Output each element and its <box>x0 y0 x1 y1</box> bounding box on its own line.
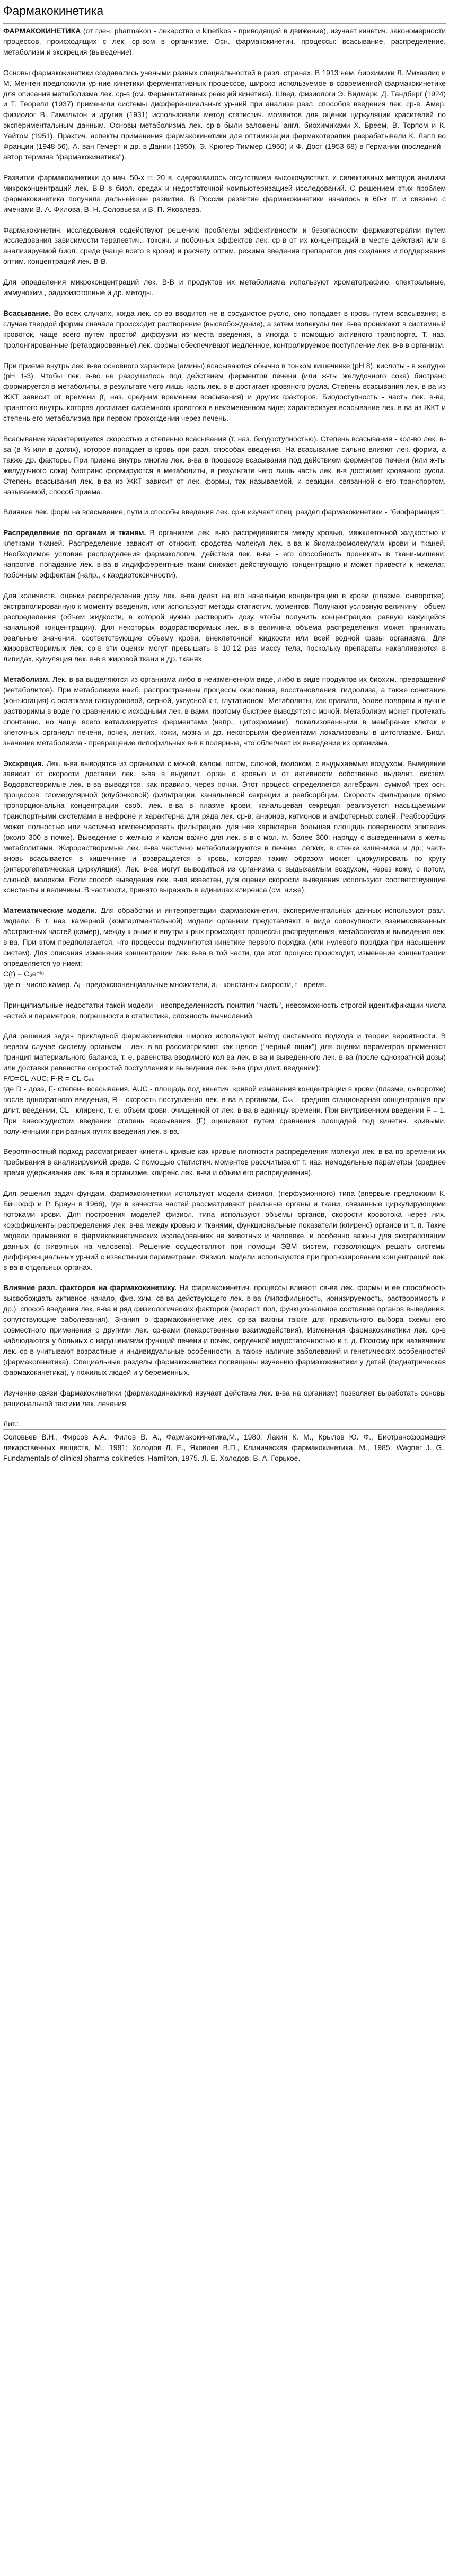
model-drawbacks-paragraph: Принципиальные недостатки такой модели - неопределенность понятия "часть", невозможность строгой идентификации числа частей и параметров, погрешности в статистике, сложность вычислений. <box>3 1000 446 1020</box>
system-approach-paragraph: Для решения задач прикладной фармакокинетики широко используют метод системного подхода и теории вероятности. В первом случае систему организм - лек. в-во рассматривают как целое ("черный ящик") для оценки параметров применяют принцип материального баланса, т. е. равенства вводимого кол-ва лек. в-ва и выведенного лек. в-ва (после однократной дозы) или доставки равенства скоростей поступления и выведения лек. в-ва (при длит. введении): <box>3 1032 446 1072</box>
literature-divider <box>3 1429 446 1430</box>
metabolism-heading: Метаболизм. <box>3 675 50 684</box>
excretion-paragraph <box>3 759 446 896</box>
excretion-heading: Экскреция. <box>3 759 44 768</box>
history-paragraph: Основы фармакокинетики создавались учеными разных специальностей в разл. странах. В 1913 нем. биохимики Л. Михаэлис и М. Ментен предложили ур-ние кинетики ферментативных процессов, широко используемое в современной фармакокинетике для описания метаболизма лек. ср-в (см. Ферментативных реакций кинетика). Швед. физиологи Э. Видмарк, Д. Тандберг (1924) и Т. Теорелл (1937) применили системы дифференциальных ур-ний при анализе разл. способов введения лек. ср-в. Амер. физиолог В. Гамильтон и другие (1931) использовали метод статистич. моментов для оценки циркуляции красителей по экспериментальным данным. Основы метаболизма лек. ср-в были заложены англ. биохимиками Х. Бреем, В. Торпом и К. Уайтом (1951). Практич. аспекты применения фармакокинетики для оптимизации фармакотерапии разрабатывали К. Лапп во Франции (1948-56), А. ван Гемерт и др. в Дании (1950), Э. Крюгер-Тиммер (1960) и Ф. Дост (1953-68) в Германии (последний - автор термина "фармакокинетика"). <box>3 68 446 161</box>
absorption-text: Во всех случаях, когда лек. ср-во вводится не в сосудистое русло, оно попадает в кровь путем всасывания; в случае твердой формы сначала происходит растворение (высвобождение), а затем молекулы лек. в-ва проникают в системный кровоток, чаще всего путем простой диффузии из места введения, а иногда с помощью активного транспорта. Т. наз. пролонгированные (ретардированные) лек. формы обеспечивают медленное, контролируемое поступление лек. в-в в организм. <box>3 308 446 349</box>
math-models-heading: Математические модели. <box>3 906 97 915</box>
probabilistic-approach-paragraph: Вероятностный подход рассматривает кинетич. кривые как кривые плотности распределения молекул лек. в-ва по времени их пребывания в анализируемой среде. С помощью статистич. моментов рассчитывают т. наз. немодельные параметры (среднее время удерживания лек. в-ва в организме, клиренс лек. в-ва и объем его распределения). <box>3 1147 446 1177</box>
absorption-oral-paragraph: При приеме внутрь лек. в-ва основного характера (амины) всасываются обычно в тонком кишечнике (рН 8), кислоты - в желудке (рН 1-3). Чтобы лек. в-во не разрушилось под действием ферментов печени (или ж-ты желудочного сока) биотранс формируется в метаболиты, в результате чего лишь часть лек. в-в достигает кровяного русла. Степень всасывания лек. в-ва из ЖКТ зависит от времени (t, наз. средним временем всасывания) и других факторов. Биодоступность - часть лек. в-ва, принятого внутрь, которая достигает системного кровотока в неизмененном виде; характеризует всасывание лек. в-ва из ЖКТ и степень его метаболизма при первом прохождении через печень. <box>3 361 446 423</box>
equation-legend: где n - число камер, Aᵢ - предэкспоненциальные множители, aᵢ - константы скорости, t - время. <box>3 980 327 989</box>
compartment-equation: C(t) = C₀e⁻ᵏᵗ <box>3 969 45 978</box>
page-title: Фармакокинетика <box>3 4 104 17</box>
distribution-text: В организме лек. в-во распределяется между кровью, межклеточной жидкостью и клетками тканей. Распределение зависит от относит. сродства молекул лек. в-ва к биомакромолекулам крови и тканей. Необходимое условие распределения фармакологич. действия лек. в-ва - его способность проникать в ткани-мишени; напротив, попадание лек. в-ва в индифферентные ткани снижает действующую концентрацию и может привести к нежелат. побочным эффектам (напр., к кардиотоксичности). <box>3 528 446 579</box>
physiological-models-paragraph: Для решения задач фундам. фармакокинетики используют модели физиол. (перфузионного) типа (впервые предложили К. Бишофф и Р. Браун в 1966), где в качестве частей рассматривают реальные органы и ткани, связанные циркулирующими потоками крови. Для построения моделей физиол. типа используют объемы органов, скорости кровотока через них, коэффициенты распределения лек. в-ва между кровью и тканями, функциональные показатели (клиренс) органов и т. п. Такие модели применяют в фармакокинетических исследованиях на животных и человеке, и особенно важны для экстраполяции данных (с животных на человека). Решение осуществляют при помощи ЭВМ систем, позволяющих решать системы дифференциальных ур-ний с известными параметрами. Физиол. модели используются при прогнозировании концентраций лек. в-ва в отдельных органах. <box>3 1189 446 1272</box>
metabolism-text: Лек. в-ва выделяются из организма либо в неизмененном виде, либо в виде продуктов их биохим. превращений (метаболитов). При метаболизме наиб. распространены процессы окисления, восстановления, гидролиза, а также сочетание (конъюгация) с остатками глюкуроновой, серной, уксусной к-т, глутатионом. Метаболиты, как правило, более полярны и лучше растворимы в воде по сравнению с исходными лек. в-вами, поэтому быстрее выводятся с мочой. Метаболизм может протекать спонтанно, но чаще всего катализируется ферментами (напр., цитохромами), локализованными в мембранах клеток и клеточных органелл печени, почек, легких, кожи, мозга и др. некоторыми ферментами локализованы в цитоплазме. Биол. значение метаболизма - превращение липофильных в-в в полярные, что облегчает их выведение из организма. <box>3 675 446 747</box>
methods-paragraph: Для определения микроконцентраций лек. В-В и продуктов их метаболизма используют хроматографию, спектральные, иммунохим., радиоизотопные и др. методы. <box>3 278 446 297</box>
article-term: ФАРМАКОКИНЕТИКА <box>3 26 81 35</box>
biopharmacy-paragraph: Влияние лек. форм на всасывание, пути и способы введения лек. ср-в изучает спец. раздел фармакокинетики - "биофармация". <box>3 508 445 517</box>
excretion-text: Лек. в-ва выводятся из организма с мочой, калом, потом, слюной, молоком, с выдыхаемым воздухом. Выведение зависит от скорости доставки лек. в-ва в выделит. орган с кровью и от активности собственно выделит. систем. Водорастворимые лек. в-ва выводятся, как правило, через почки. Этот процесс определяется алгебраич. суммой трех осн. процессов: гломерулярной (клубочковой) фильтрации, канальцевой секреции и реабсорбции. Скорость фильтрации прямо пропорциональна концентрации своб. лек. в-ва в плазме крови; канальцевая секреция реализуется насыщаемыми транспортными системами в нефроне и характерна для ряда лек. ср-в; анионов, катионов и амфотерных солей. Реабсорбция может полностью или частично компенсировать фильтрацию, для нее характерна большая площадь поверхности эпителия (около 300 в почке). Выведение с желчью и калом важно для лек. в-в с мол. м. более 300; наряду с выведенными в желчь метаболитами. Жирорастворимые лек. в-ва частично метаболизируются в печени, лёгких, в стенке кишечника и др.; часть вновь всасывается в кишечнике и возвращается в кровь, которая таким образом может циркулировать по кругу (энтерогепатическая циркуляция). Лек. в-ва могут выводиться из организма с выдыхаемым воздухом, через кожу, с потом, слюной, молоком. Если способ выведения лек. в-ва известен, для оценки скорости выведения используют соответствующие константы и величины. В частности, принято выражать в единицах клиренса (см. ниже). <box>3 759 446 894</box>
mass-balance-equation: F/D=CL·AUC; F·R = CL·Cₛₛ <box>3 1074 94 1083</box>
literature-references: Соловьев В.Н., Фирсов А.А., Филов В. А., Фармакокинетика,М., 1980; Лакин К. М., Крылов Ю. Ф., Биотрансформация лекарственных веществ, М., 1981; Холодов Л. Е., Яковлев В.П., Клиническая фармакокинетика, М., 1985; Wagner J. G., Fundamentals of clinical pharma-cokinetics, Hamilton, 1975. Л. Е. Холодов, В. А. Горькое. <box>3 1433 446 1463</box>
distribution-volume-paragraph: Для количеств. оценки распределения дозу лек. в-ва делят на его начальную концентрацию в крови (плазме, сыворотке), экстраполированную к моменту введения, или используют методы статистич. моментов. Получают условную величину - объем распределения (объем жидкости, в которой нужно растворить дозу, чтобы получить концентрацию, равную кажущейся начальной концентрации). Для некоторых водорастворимых лек. в-в величина объема распределения может принимать реальные значения, соответствующие объему крови, внеклеточной жидкости или всей водной фазы организма. Для жирорастворимых лек. ср-в эти оценки могут превышать в 10-12 раз массу тела, поскольку препараты накапливаются в липидах, кумуляция лек. в-в в жировой ткани и др. тканях. <box>3 591 446 663</box>
absorption-rate-paragraph: Всасывание характеризуется скоростью и степенью всасывания (т. наз. биодоступностью). Степень всасывания - кол-во лек. в-ва (в % или в долях), которое попадает в кровь при разл. способах введения. На всасывание сильно влияют лек. форма, а также др. факторы. При приеме внутрь многие лек. в-ва в процессе всасывания под действием ферментов печени (или ж-ты желудочного сока) биотранс формируются в метаболиты, в результате чего лишь часть лек. в-в достигает кровяного русла. Степень всасывания лек. в-ва из ЖКТ зависит от лек. формы, так называемой, и реакции, связанной с его транспортом, называемой, способ приема. <box>3 434 446 496</box>
development-paragraph: Развитие фармакокинетики до нач. 50-х гг. 20 в. сдерживалось отсутствием высокочувствит. и селективных методов анализа микроконцентраций лек. В-В в биол. средах и недостаточной компьютеризацией исследований. С решением этих проблем фармакокинетика получила дальнейшее развитие. В России развитие фармакокинетики началось в 60-х гг. и связано с именами В. А. Филова, В. Н. Соловьева и В. П. Яковлева. <box>3 173 446 214</box>
factors-paragraph <box>3 1283 446 1378</box>
title-divider <box>3 23 446 24</box>
math-models-paragraph <box>3 905 446 969</box>
intro-paragraph <box>3 26 446 58</box>
intro-text: (от греч. pharmakon - лекарство и kinetikos - приводящий в движение), изучает кинетич. закономерности процессов, происходящих с лек. ср-вом в организме. Осн. фармакокинетич. процессы: всасывание, распределение, метаболизм и экскреция (выведение). <box>3 26 446 56</box>
equation-variables-paragraph: где D - доза, F- степень всасывания, AUC - площадь под кинетич. кривой изменения концентрации в крови (плазме, сыворотке) после однократного введения, R - скорость поступления лек. в-ва в организм, Cₛₛ - средняя стационарная концентрация при длит. введении, CL - клиренс, т. е. объем крови, очищенной от лек. в-ва в единицу времени. При внутривенном введении F = 1. При внесосудистом введении степень всасывания (F) оценивают путем сравнения площадей под кинетич. кривыми, полученными при разных путях введения лек. в-ва. <box>3 1084 446 1135</box>
metabolism-paragraph <box>3 674 446 748</box>
absorption-paragraph <box>3 308 446 351</box>
absorption-heading: Всасывание. <box>3 308 51 317</box>
distribution-heading: Распределение по органам и тканям. <box>3 528 146 537</box>
math-models-text: Для обработки и интерпретации фармакокинетич. экспериментальных данных используют разл. модели. В т. наз. камерной (компартментальной) модели организм представляют в виде совокупности взаимосвязанных абстрактных частей (камер), между к-рыми и внутри к-рых происходят процессы распределения, метаболизма и выведения лек. в-ва. При этом предполагается, что процессы подчиняются кинетике первого порядка (или нулевого порядка при насыщении систем). Для описания изменения концентрации лек. в-ва в той части, где этот процесс происходит, изменение концентрации определяется ур-нием: <box>3 906 446 967</box>
conclusion-paragraph: Изучение связи фармакокинетики (фармакодинамики) изучает действие лек. в-ва на организм) позволяет выработать основы рациональной тактики лек. лечения. <box>3 1388 446 1408</box>
factors-heading: Влияние разл. факторов на фармакокинетику. <box>3 1283 177 1292</box>
research-goals-paragraph: Фармакокинетич. исследования содействуют решению проблемы эффективности и безопасности фармакотерапии путем исследования зависимости терапевтич., токсич. и побочных эффектов лек. ср-в от их концентраций в месте действия или в анализируемой биол. среде (чаще всего в крови) и расчету оптим. режима введения препаратов для создания и поддержания оптим. концентраций лек. В-В. <box>3 225 446 266</box>
factors-text: На фармакокинетич. процессы влияют: св-ва лек. формы и ее способность высвобождать активное начало, физ.-хим. св-ва действующего лек. в-ва (липофильность, ионизируемость, растворимость и др.), способ введения лек. в-ва и ряд физиологических факторов (возраст, пол, функциональное состояние органов выведения, сопутствующие заболевания). Знания о фармакокинетике лек. ср-ва важны также для правильного выбора схемы его совместного применения с другими лек. ср-вами (лекарственные взаимодействия). Изменения фармакокинетики лек. ср-в наблюдаются у больных с нарушениями функций печени и почек, сердечной недостаточностью и т. д. Поэтому при назначении лек. ср-в учитывают возрастные и индивидуальные особенности, а также наличие заболеваний и генетических особенностей (фармакогенетика). Специальные разделы фармакокинетики посвящены изучению фармакокинетики у детей (педиатрическая фармакокинетика), у пожилых людей и у беременных. <box>3 1283 446 1376</box>
literature-label: Лит.: <box>3 1419 19 1428</box>
distribution-paragraph <box>3 528 446 581</box>
